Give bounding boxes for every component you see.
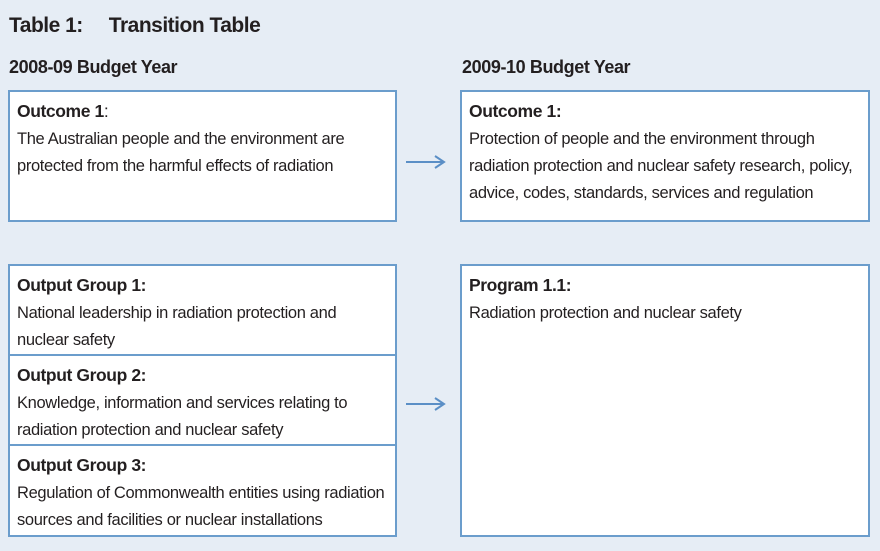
table-name: Transition Table: [108, 14, 261, 37]
outcome-label: Outcome 1:: [17, 101, 109, 121]
output-group-box-3: [8, 444, 397, 537]
output-group-label: Output Group 1:: [17, 275, 147, 295]
table-number: Table 1:: [9, 14, 83, 37]
right-arrow-icon: [405, 154, 447, 170]
program-box: [460, 264, 870, 537]
outcome-box-2008: [8, 90, 397, 222]
outcome-description: The Australian people and the environment are protected from the harmful effects of radiation: [17, 130, 345, 175]
output-group-description: Knowledge, information and services relating to radiation protection and nuclear safety: [17, 394, 348, 439]
outcome-box-2009: [460, 90, 870, 222]
outcome-description: Protection of people and the environment through radiation protection and nuclear safety research, policy, advice, codes, standards, services and regulation: [469, 130, 853, 202]
output-group-box-2: [8, 354, 397, 446]
outcome-label: Outcome 1:: [469, 101, 562, 121]
table-title: [9, 14, 260, 38]
output-group-description: National leadership in radiation protection and nuclear safety: [17, 304, 337, 349]
output-group-label: Output Group 3:: [17, 455, 147, 475]
left-column-heading: 2008-09 Budget Year: [9, 57, 178, 77]
program-description: Radiation protection and nuclear safety: [469, 304, 742, 322]
output-group-label: Output Group 2:: [17, 365, 147, 385]
right-arrow-icon: [405, 396, 447, 412]
program-label: Program 1.1:: [469, 275, 572, 295]
output-group-box-1: [8, 264, 397, 356]
output-group-description: Regulation of Commonwealth entities using radiation sources and facilities or nuclear installations: [17, 484, 385, 529]
right-column-heading: 2009-10 Budget Year: [462, 57, 631, 77]
